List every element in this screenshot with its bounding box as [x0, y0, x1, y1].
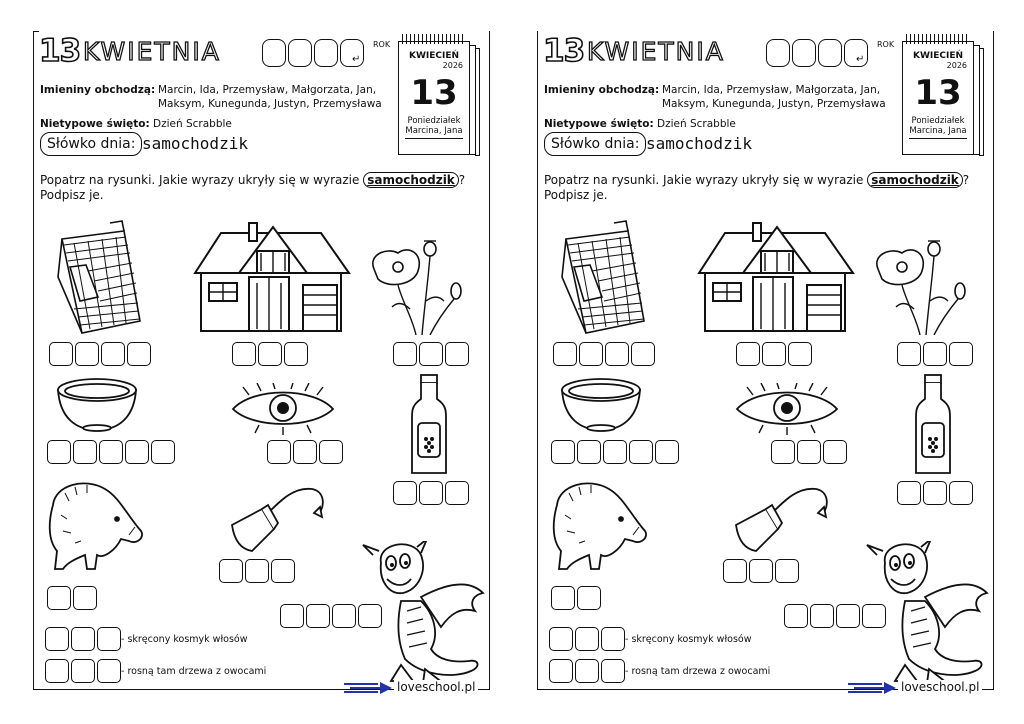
letter-box[interactable]	[655, 440, 679, 464]
letter-box[interactable]	[97, 659, 121, 683]
roof-icon	[558, 217, 646, 335]
year-arrow-icon: ↵	[352, 54, 361, 65]
answer-boxes-roof	[49, 342, 151, 366]
answer-boxes-clue1	[45, 627, 121, 651]
answer-boxes-extra	[784, 604, 886, 628]
calendar-names: Marcina, Jana	[909, 126, 967, 136]
letter-box[interactable]	[575, 659, 599, 683]
letter-box[interactable]	[897, 342, 921, 366]
slowko-label: Słówko dnia:	[40, 132, 142, 156]
task-instruction: Popatrz na rysunki. Jakie wyrazy ukryły się w wyrazie samochodzik ? Podpisz je.	[544, 173, 970, 202]
letter-box[interactable]	[45, 659, 69, 683]
letter-box[interactable]	[319, 440, 343, 464]
letter-box[interactable]	[47, 440, 71, 464]
letter-box[interactable]	[280, 604, 304, 628]
nietypowe-value: Dzień Scrabble	[153, 118, 232, 130]
calendar-weekday: Poniedziałek	[911, 116, 965, 126]
letter-box[interactable]	[605, 342, 629, 366]
footer-arrow-icon	[342, 681, 394, 695]
letter-box[interactable]	[736, 342, 760, 366]
clue-2: - rosną tam drzewa z owocami	[121, 666, 267, 677]
slowko-value: samochodzik	[142, 134, 248, 153]
answer-boxes-house	[736, 342, 812, 366]
letter-box[interactable]	[71, 627, 95, 651]
letter-box[interactable]	[549, 627, 573, 651]
house-icon	[695, 217, 858, 335]
letter-box[interactable]	[723, 559, 747, 583]
imieniny-label: Imieniny obchodzą:	[544, 84, 660, 96]
letter-box[interactable]	[771, 440, 795, 464]
letter-box[interactable]	[393, 481, 417, 505]
letter-box[interactable]	[601, 627, 625, 651]
answer-boxes-house	[232, 342, 308, 366]
letter-box[interactable]	[125, 440, 149, 464]
imieniny-label: Imieniny obchodzą:	[40, 84, 156, 96]
footer-brand[interactable]: loveschool.pl	[898, 680, 982, 694]
letter-box[interactable]	[629, 440, 653, 464]
letter-box[interactable]	[579, 342, 603, 366]
imieniny-row	[40, 83, 390, 110]
answer-boxes-extra	[280, 604, 382, 628]
month-title: KWIETNIA	[587, 37, 725, 66]
clue-1: - skręcony kosmyk włosów	[121, 634, 248, 645]
imieniny-value: Marcin, Ida, Przemysław, Małgorzata, Jan, Maksym, Kunegunda, Justyn, Przemysława	[158, 84, 382, 110]
nietypowe-value: Dzień Scrabble	[657, 118, 736, 130]
letter-box[interactable]	[332, 604, 356, 628]
letter-box[interactable]	[73, 586, 97, 610]
letter-box[interactable]	[267, 440, 291, 464]
calendar-card	[398, 41, 470, 155]
letter-box[interactable]	[553, 342, 577, 366]
calendar-day: 13	[914, 73, 962, 113]
eye-icon	[733, 383, 841, 435]
footer-arrow-icon	[846, 681, 898, 695]
letter-box[interactable]	[549, 659, 573, 683]
roof-icon	[54, 217, 142, 335]
footer-brand[interactable]: loveschool.pl	[394, 680, 478, 694]
letter-box[interactable]	[49, 342, 73, 366]
clue-2: - rosną tam drzewa z owocami	[625, 666, 771, 677]
answer-boxes-hook	[723, 559, 799, 583]
letter-box[interactable]	[245, 559, 269, 583]
letter-box[interactable]	[788, 342, 812, 366]
nietypowe-label: Nietypowe święto:	[40, 118, 150, 130]
year-box[interactable]	[792, 39, 816, 67]
letter-box[interactable]	[784, 604, 808, 628]
letter-box[interactable]	[862, 604, 886, 628]
juice-bottle-icon	[914, 373, 952, 477]
letter-box[interactable]	[293, 440, 317, 464]
letter-box[interactable]	[797, 440, 821, 464]
letter-box[interactable]	[45, 627, 69, 651]
answer-boxes-clue2	[549, 659, 625, 683]
poppy-icon	[368, 231, 470, 335]
nietypowe-row	[40, 117, 390, 131]
letter-box[interactable]	[823, 440, 847, 464]
slowko-value: samochodzik	[646, 134, 752, 153]
worksheet-left	[33, 31, 490, 694]
eye-icon	[229, 383, 337, 435]
letter-box[interactable]	[419, 481, 443, 505]
letter-box[interactable]	[284, 342, 308, 366]
letter-box[interactable]	[306, 604, 330, 628]
bowl-icon	[54, 374, 140, 434]
letter-box[interactable]	[749, 559, 773, 583]
calendar-weekday: Poniedziałek	[407, 116, 461, 126]
answer-boxes-bowl	[551, 440, 679, 464]
boar-icon	[549, 475, 649, 571]
year-label: ROK	[877, 40, 895, 49]
poppy-icon	[872, 231, 974, 335]
letter-box[interactable]	[127, 342, 151, 366]
task-highlight-word: samochodzik	[363, 172, 459, 188]
letter-box[interactable]	[358, 604, 382, 628]
calendar-rings-icon	[906, 34, 970, 44]
letter-box[interactable]	[258, 342, 282, 366]
answer-boxes-bowl	[47, 440, 175, 464]
letter-box[interactable]	[949, 342, 973, 366]
letter-box[interactable]	[836, 604, 860, 628]
clue-1: - skręcony kosmyk włosów	[625, 634, 752, 645]
answer-boxes-boar	[551, 586, 601, 610]
year-arrow-icon: ↵	[856, 54, 865, 65]
answer-boxes-hook	[219, 559, 295, 583]
calendar-card	[902, 41, 974, 155]
answer-boxes-poppy	[393, 342, 469, 366]
nietypowe-label: Nietypowe święto:	[544, 118, 654, 130]
letter-box[interactable]	[601, 659, 625, 683]
day-number: 13	[39, 33, 81, 69]
boar-icon	[45, 475, 145, 571]
day-number: 13	[543, 33, 585, 69]
answer-boxes-poppy	[897, 342, 973, 366]
answer-boxes-eye	[771, 440, 847, 464]
calendar-day: 13	[410, 73, 458, 113]
letter-box[interactable]	[219, 559, 243, 583]
imieniny-value: Marcin, Ida, Przemysław, Małgorzata, Jan, Maksym, Kunegunda, Justyn, Przemysława	[662, 84, 886, 110]
hook-icon	[228, 485, 328, 555]
letter-box[interactable]	[762, 342, 786, 366]
answer-boxes-clue2	[45, 659, 121, 683]
year-box[interactable]	[766, 39, 790, 67]
year-box[interactable]	[262, 39, 286, 67]
letter-box[interactable]	[151, 440, 175, 464]
calendar-year: 2026	[442, 61, 463, 70]
answer-boxes-clue1	[549, 627, 625, 651]
letter-box[interactable]	[271, 559, 295, 583]
calendar-names: Marcina, Jana	[405, 126, 463, 136]
letter-box[interactable]	[47, 586, 71, 610]
letter-box[interactable]	[445, 481, 469, 505]
letter-box[interactable]	[575, 627, 599, 651]
bowl-icon	[558, 374, 644, 434]
letter-box[interactable]	[577, 440, 601, 464]
task-highlight-word: samochodzik	[867, 172, 963, 188]
letter-box[interactable]	[631, 342, 655, 366]
year-box[interactable]	[818, 39, 842, 67]
hook-icon	[732, 485, 832, 555]
letter-box[interactable]	[419, 342, 443, 366]
letter-box[interactable]	[445, 342, 469, 366]
letter-box[interactable]	[897, 481, 921, 505]
nietypowe-row	[544, 117, 894, 131]
letter-box[interactable]	[923, 342, 947, 366]
letter-box[interactable]	[101, 342, 125, 366]
calendar-year: 2026	[946, 61, 967, 70]
answer-boxes-bottle	[393, 481, 469, 505]
imieniny-row	[544, 83, 894, 110]
task-instruction: Popatrz na rysunki. Jakie wyrazy ukryły się w wyrazie samochodzik ? Podpisz je.	[40, 173, 466, 202]
letter-box[interactable]	[551, 440, 575, 464]
answer-boxes-roof	[553, 342, 655, 366]
year-label: ROK	[373, 40, 391, 49]
year-box[interactable]	[314, 39, 338, 67]
answer-boxes-boar	[47, 586, 97, 610]
juice-bottle-icon	[410, 373, 448, 477]
answer-boxes-bottle	[897, 481, 973, 505]
letter-box[interactable]	[577, 586, 601, 610]
letter-box[interactable]	[551, 586, 575, 610]
answer-boxes-eye	[267, 440, 343, 464]
month-title: KWIETNIA	[83, 37, 221, 66]
year-box[interactable]	[288, 39, 312, 67]
letter-box[interactable]	[232, 342, 256, 366]
calendar-month: KWIECIEŃ	[912, 51, 964, 61]
letter-box[interactable]	[99, 440, 123, 464]
letter-box[interactable]	[71, 659, 95, 683]
letter-box[interactable]	[73, 440, 97, 464]
letter-box[interactable]	[75, 342, 99, 366]
slowko-label: Słówko dnia:	[544, 132, 646, 156]
letter-box[interactable]	[923, 481, 947, 505]
letter-box[interactable]	[775, 559, 799, 583]
house-icon	[191, 217, 354, 335]
letter-box[interactable]	[393, 342, 417, 366]
letter-box[interactable]	[603, 440, 627, 464]
letter-box[interactable]	[97, 627, 121, 651]
letter-box[interactable]	[810, 604, 834, 628]
worksheet-right	[537, 31, 994, 694]
letter-box[interactable]	[949, 481, 973, 505]
calendar-rings-icon	[402, 34, 466, 44]
calendar-month: KWIECIEŃ	[408, 51, 460, 61]
